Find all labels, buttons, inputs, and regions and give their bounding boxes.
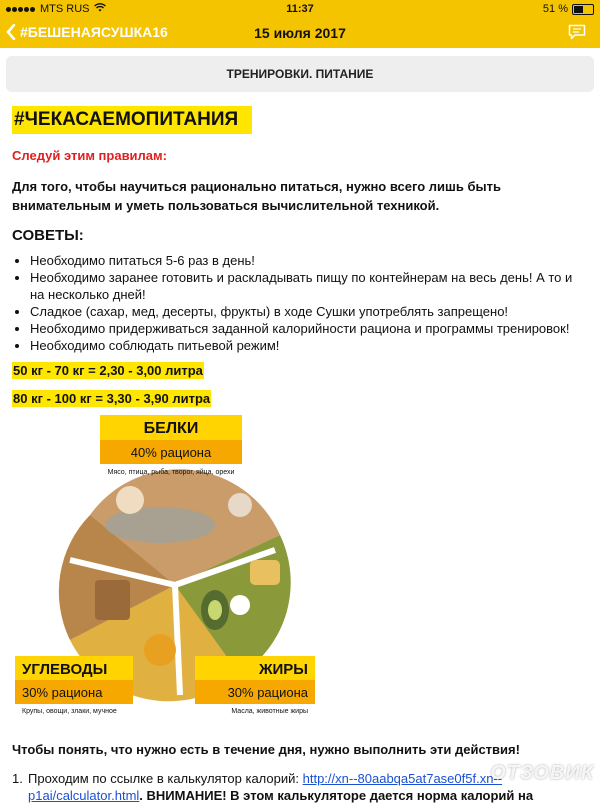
fats-items: Масла, животные жиры: [231, 708, 308, 715]
intro-text: Для того, чтобы научиться рационально питаться, нужно всего лишь быть внимательным и уметь пользоваться вычислительной техникой.: [12, 179, 501, 213]
proteins-percent: 40% рациона: [130, 445, 212, 460]
rules-heading: Следуй этим правилам:: [12, 148, 167, 163]
status-time: 11:37: [286, 3, 314, 15]
back-label: #БЕШЕНАЯСУШКА16: [20, 24, 168, 40]
steps-heading: Чтобы понять, что нужно есть в течение дня, нужно выполнить эти действия!: [12, 742, 520, 757]
carbs-items: Крупы, овощи, злаки, мучное: [22, 708, 117, 715]
tip-item: • Необходимо соблюдать питьевой режим!: [30, 337, 588, 354]
battery-icon: [572, 4, 594, 15]
watermark-logo: ОТЗОВИК: [490, 762, 594, 784]
carbs-percent: 30% рациона: [22, 685, 103, 700]
calculator-link[interactable]: http://xn--80aabqa5at7ase0f5f.xn--p1ai/calculator.html: [28, 771, 503, 803]
nav-bar: [0, 18, 600, 48]
tip-item: • Сладкое (сахар, мед, десерты, фрукты) в ходе Сушки употреблять запрещено!: [30, 303, 588, 320]
battery-percent: 51 %: [542, 3, 568, 15]
water-norm-1: 50 кг - 70 кг = 2,30 - 3,00 литра: [13, 363, 203, 378]
tip-item: • Необходимо питаться 5-6 раз в день!: [30, 252, 588, 269]
proteins-items: Мясо, птица, рыба, творог, яйца, орехи: [107, 469, 235, 476]
page-title: 15 июля 2017: [254, 25, 346, 41]
step-warning: . ВНИМАНИЕ! В этом калькуляторе дается норма калорий на: [139, 788, 534, 803]
fats-title: ЖИРЫ: [258, 661, 308, 678]
chat-icon: [568, 24, 586, 40]
status-bar: [0, 0, 600, 18]
post-hashtag: #ЧЕКАСАЕМОПИТАНИЯ: [12, 106, 252, 134]
tip-item: • Необходимо заранее готовить и раскладывать пищу по контейнерам на весь день! А то и на несколько дней!: [30, 269, 588, 303]
back-button[interactable]: [6, 24, 168, 40]
carbs-title: УГЛЕВОДЫ: [22, 661, 108, 678]
tip-item: • Необходимо придерживаться заданной калорийности рациона и программы тренировок!: [30, 320, 588, 337]
category-bar[interactable]: ТРЕНИРОВКИ. ПИТАНИЕ: [6, 56, 594, 92]
tips-list: [12, 252, 588, 354]
proteins-title: БЕЛКИ: [143, 420, 199, 437]
tips-heading: СОВЕТЫ:: [12, 227, 84, 244]
status-right: [543, 3, 594, 15]
nutrition-pie-image: [10, 410, 340, 730]
comments-button[interactable]: [568, 24, 586, 45]
chevron-left-icon: [6, 24, 16, 40]
water-norm-2: 80 кг - 100 кг = 3,30 - 3,90 литра: [13, 391, 211, 406]
post-content: [12, 106, 588, 408]
step-text: Проходим по ссылке в калькулятор калорий:: [28, 771, 303, 786]
nutrition-infographic: [10, 410, 340, 730]
step-number: 1.: [12, 771, 23, 786]
carrier-label: MTS RUS: [40, 3, 90, 15]
fats-percent: 30% рациона: [227, 685, 308, 700]
